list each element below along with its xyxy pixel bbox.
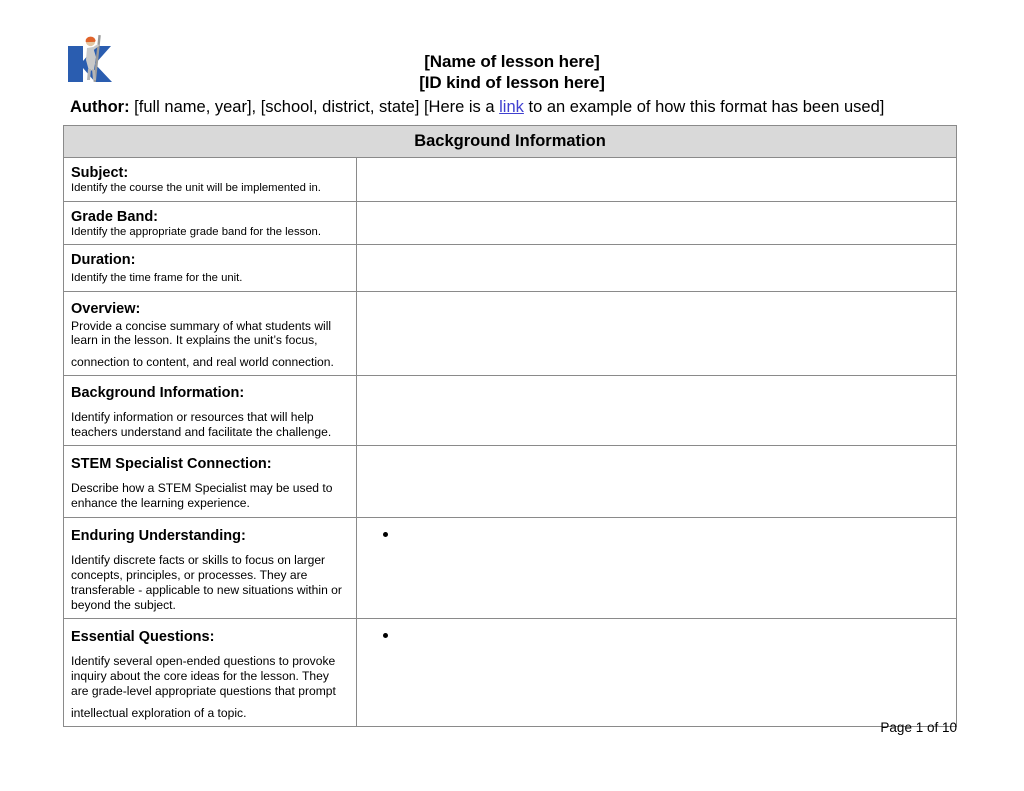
label-cell-subject bbox=[64, 158, 357, 202]
value-cell-duration[interactable] bbox=[357, 245, 957, 292]
field-desc-overview-2: connection to content, and real world connection. bbox=[71, 355, 334, 370]
value-cell-essential-questions[interactable] bbox=[357, 618, 957, 726]
field-desc-essential-questions: Identify several open-ended questions to provoke inquiry about the core ideas for the lesson. They are grade-level appropriate questions that prompt bbox=[71, 653, 336, 698]
table-row-overview bbox=[64, 291, 957, 375]
field-desc-enduring-understanding: Identify discrete facts or skills to focus on larger concepts, principles, or processes. They are transferable - applicable to new situations within or beyond the subject. bbox=[71, 552, 342, 612]
field-label-duration: Duration: bbox=[71, 252, 136, 268]
value-cell-subject[interactable] bbox=[357, 158, 957, 202]
author-label: Author: bbox=[70, 98, 130, 116]
label-cell-duration bbox=[64, 245, 357, 292]
document-header bbox=[0, 0, 1024, 95]
table-row-background-information bbox=[64, 375, 957, 445]
author-trailing-text: to an example of how this format has been used] bbox=[523, 98, 885, 116]
label-cell-essential-questions bbox=[64, 618, 357, 726]
value-cell-stem-specialist-connection[interactable] bbox=[357, 445, 957, 517]
document-title bbox=[0, 51, 1024, 93]
label-cell-grade-band bbox=[64, 201, 357, 245]
value-cell-enduring-understanding[interactable] bbox=[357, 517, 957, 618]
author-line bbox=[70, 97, 884, 117]
field-label-enduring-understanding: Enduring Understanding: bbox=[71, 527, 246, 544]
page-number-text: Page 1 of 10 bbox=[880, 720, 957, 735]
table-row-enduring-understanding bbox=[64, 517, 957, 618]
field-desc-duration: Identify the time frame for the unit. bbox=[71, 272, 243, 284]
field-desc-stem-specialist-connection: Describe how a STEM Specialist may be used to enhance the learning experience. bbox=[71, 480, 333, 510]
table-row-stem-specialist-connection bbox=[64, 445, 957, 517]
table-header-title: Background Information bbox=[414, 132, 606, 150]
value-cell-overview[interactable] bbox=[357, 291, 957, 375]
example-link[interactable]: link bbox=[499, 98, 524, 116]
label-cell-overview bbox=[64, 291, 357, 375]
table-row-essential-questions bbox=[64, 618, 957, 726]
label-cell-background-information bbox=[64, 375, 357, 445]
table-row-subject bbox=[64, 158, 957, 202]
value-cell-grade-band[interactable] bbox=[357, 201, 957, 245]
field-desc-overview: Provide a concise summary of what students will learn in the lesson. It explains the unit’s focus, bbox=[71, 318, 332, 348]
field-label-grade-band: Grade Band: bbox=[71, 208, 159, 225]
field-label-essential-questions: Essential Questions: bbox=[71, 628, 215, 645]
table-row-duration bbox=[64, 245, 957, 292]
lesson-name-placeholder: [Name of lesson here] bbox=[424, 52, 600, 71]
value-cell-background-information[interactable] bbox=[357, 375, 957, 445]
field-label-stem-specialist-connection: STEM Specialist Connection: bbox=[71, 455, 272, 472]
author-info-text: [full name, year], [school, district, state] [Here is a bbox=[129, 98, 500, 116]
field-desc-subject: Identify the course the unit will be implemented in. bbox=[71, 182, 321, 194]
field-label-background-information: Background Information: bbox=[71, 384, 245, 401]
field-desc-background-information: Identify information or resources that will help teachers understand and facilitate the challenge. bbox=[71, 409, 332, 439]
field-desc-grade-band: Identify the appropriate grade band for the lesson. bbox=[71, 225, 321, 238]
table-header-cell bbox=[64, 126, 957, 158]
field-desc-essential-questions-2: intellectual exploration of a topic. bbox=[71, 705, 247, 720]
bullet-point-icon bbox=[383, 532, 388, 537]
page-footer bbox=[0, 720, 957, 735]
field-label-overview: Overview: bbox=[71, 300, 141, 317]
background-information-table bbox=[63, 125, 957, 727]
label-cell-stem-specialist-connection bbox=[64, 445, 357, 517]
table-row-grade-band bbox=[64, 201, 957, 245]
table-header-row bbox=[64, 126, 957, 158]
bullet-point-icon bbox=[383, 633, 388, 638]
field-label-subject: Subject: bbox=[71, 165, 129, 181]
label-cell-enduring-understanding bbox=[64, 517, 357, 618]
lesson-id-placeholder: [ID kind of lesson here] bbox=[419, 73, 605, 92]
